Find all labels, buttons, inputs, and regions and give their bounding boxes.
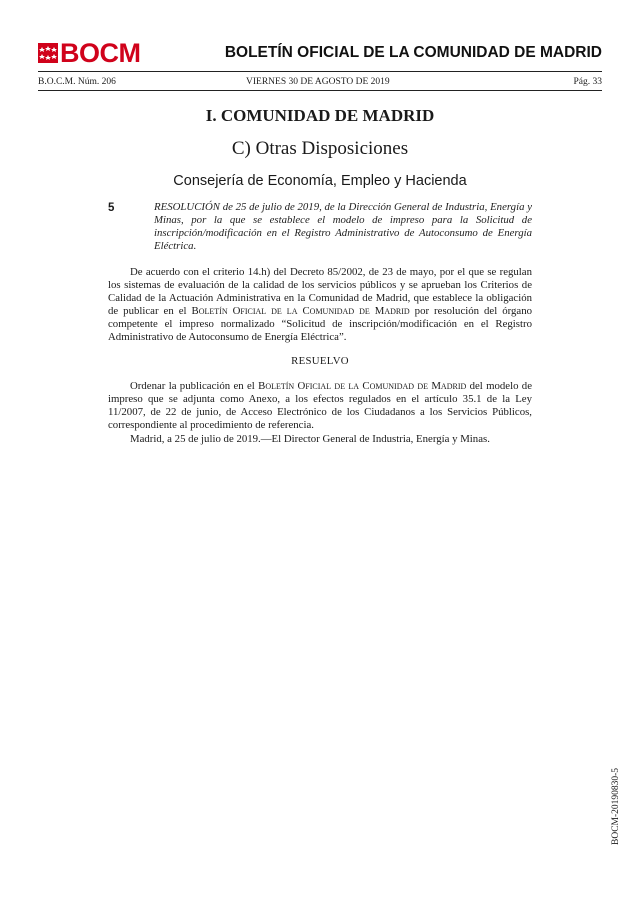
p1-text-b: por resolución del órgano competente el impreso normalizado “Solicitud de inscripción/modificación en el Registro Administrativo de Autoconsumo de Energía Eléctrica”. xyxy=(108,305,532,343)
meta-divider xyxy=(38,90,602,91)
madrid-stars-icon xyxy=(38,43,58,63)
document-code: BOCM-20190830-5 xyxy=(611,767,621,845)
issue-date: VIERNES 30 DE AGOSTO DE 2019 xyxy=(246,77,390,87)
body-paragraph-1 xyxy=(108,266,532,344)
issue-number: B.O.C.M. Núm. 206 xyxy=(38,77,116,87)
page-header xyxy=(38,38,602,68)
p2-bulletin-name: Boletín Oficial de la Comunidad de Madrid xyxy=(258,380,467,392)
p2-text-b: del modelo de impreso que se adjunta como Anexo, a los efectos regulados en el artículo 35.1 de la Ley 11/2007, de 22 de junio, de Acceso Electrónico de los Ciudadanos a los Servicios Públicos, correspondiente al procedimiento de referencia. xyxy=(108,380,532,431)
body-paragraph-2 xyxy=(108,380,532,432)
p1-text-a: De acuerdo con el criterio 14.h) del Decreto 85/2002, de 23 de mayo, por el que se regulan los sistemas de evaluación de la calidad de los servicios públicos y se aprueban los Criterios de Calidad de la Actuación Administrativa en la Comunidad de Madrid, que establece la obligación de publicar en el xyxy=(108,266,532,317)
p2-text-a: Ordenar la publicación en el xyxy=(130,380,259,392)
signature-line: Madrid, a 25 de julio de 2019.—El Director General de Industria, Energía y Minas. xyxy=(130,433,490,445)
header-divider xyxy=(38,71,602,72)
logo-text: BOCM xyxy=(60,38,141,68)
page-number: Pág. 33 xyxy=(573,77,602,87)
resolution-summary: RESOLUCIÓN de 25 de julio de 2019, de la Dirección General de Industria, Energía y Minas, por la que se establece el modelo de impreso para la Solicitud de inscripción/modificación en el Registro Administrativo de Autoconsumo de Energía Eléctrica. xyxy=(154,201,532,252)
section-heading-1: I. COMUNIDAD DE MADRID xyxy=(205,106,435,125)
resuelvo-heading: RESUELVO xyxy=(291,355,349,367)
section-heading-3: Consejería de Economía, Empleo y Hacienda xyxy=(173,173,467,189)
section-heading-2: C) Otras Disposiciones xyxy=(231,138,409,159)
bulletin-title: BOLETÍN OFICIAL DE LA COMUNIDAD DE MADRID xyxy=(224,44,602,61)
p1-bulletin-name: Boletín Oficial de la Comunidad de Madrid xyxy=(191,305,410,317)
issue-meta-line xyxy=(38,77,602,91)
bocm-logo xyxy=(38,40,141,66)
item-number: 5 xyxy=(108,202,115,214)
